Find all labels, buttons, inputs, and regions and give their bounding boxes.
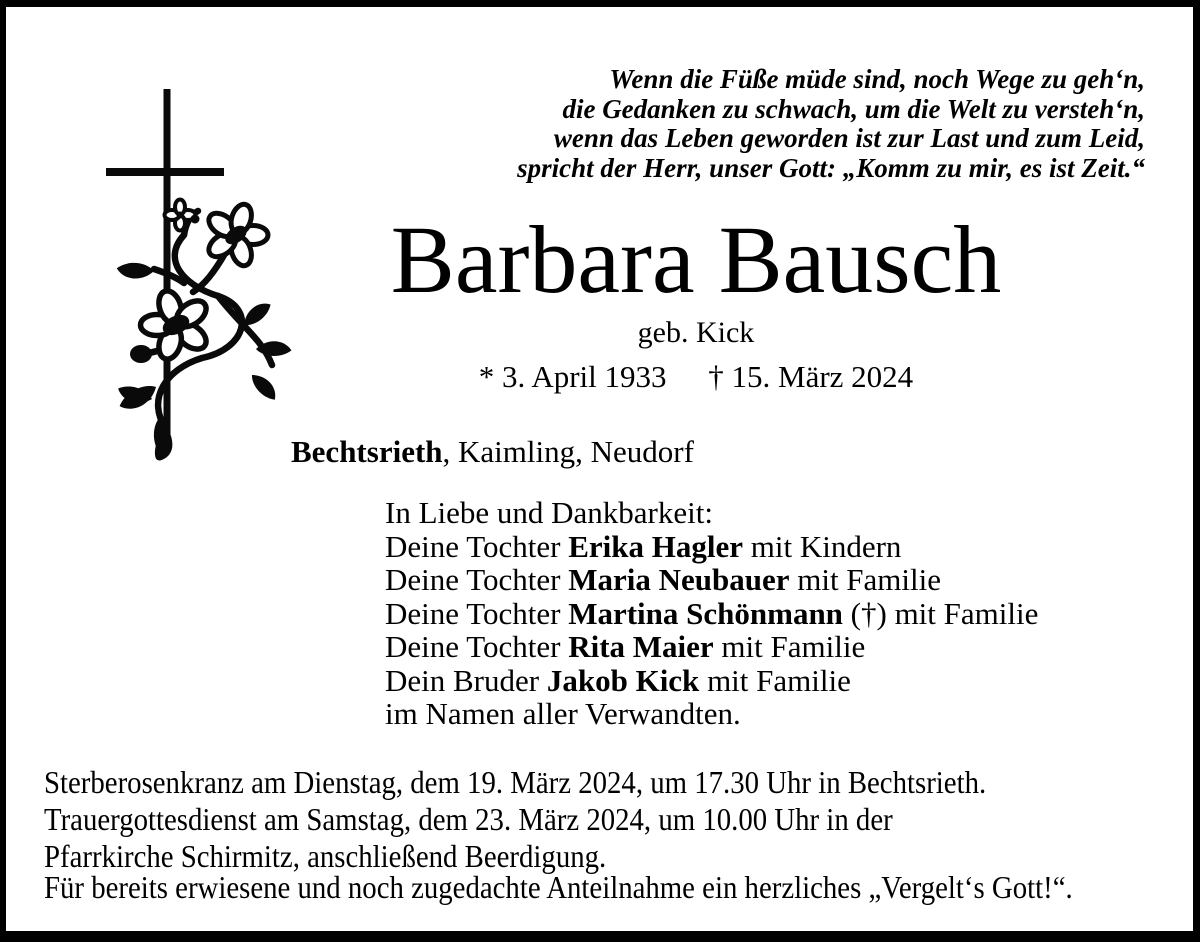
mourner-name: Martina Schönmann [568,595,843,631]
mourner-relation: Deine Tochter [385,595,569,631]
mourner-suffix: mit Familie [789,562,942,597]
service-line: Sterberosenkranz am Dienstag, dem 19. März 2024, um 17.30 Uhr in Bechtsrieth. [44,764,987,800]
mourners-intro: In Liebe und Dankbarkeit: [385,495,713,530]
verse-line: wenn das Leben geworden ist zur Last und zum Leid, [553,123,1145,153]
mourner-relation: Deine Tochter [385,562,569,597]
verse-line: Wenn die Füße müde sind, noch Wege zu geh‘n, [609,64,1145,94]
maiden-name: geb. Kick [637,316,755,349]
memorial-verse [517,65,1145,183]
mourner-name: Jakob Kick [546,662,700,698]
service-line: Trauergottesdienst am Samstag, dem 23. März 2024, um 10.00 Uhr in der [44,801,893,837]
thanks-line: Für bereits erwiesene und noch zugedachte Anteilnahme ein herzliches „Vergelt‘s Gott!“. [44,869,1073,905]
mourner-name: Maria Neubauer [568,562,790,597]
life-dates [336,359,1056,395]
mourner-suffix: mit Familie [713,629,866,664]
mourner-suffix: mit Familie [699,662,851,698]
mourner-line [385,664,1038,698]
places-secondary: , Kaimling, Neudorf [442,434,694,469]
mourner-relation: Deine Tochter [385,528,569,564]
cross-flowers-icon [94,87,329,472]
mourner-line [385,563,1038,597]
mourner-name: Erika Hagler [568,528,743,564]
mourner-suffix: (†) mit Familie [842,595,1039,631]
places-line [291,434,694,470]
service-line: Pfarrkirche Schirmitz, anschließend Beerdigung. [44,838,607,874]
verse-line: spricht der Herr, unser Gott: „Komm zu mir, es ist Zeit.“ [517,152,1145,183]
birth-date: * 3. April 1933 [478,359,667,394]
mourners-closing: im Namen aller Verwandten. [385,696,741,731]
mourners-list [385,496,1038,731]
deceased-name: Barbara Bausch [390,206,1002,313]
place-primary: Bechtsrieth [291,434,443,469]
death-date: † 15. März 2024 [708,359,914,394]
mourner-suffix: mit Kindern [742,528,902,564]
service-details [44,764,986,875]
mourner-line [385,630,1038,664]
mourner-name: Rita Maier [568,629,714,664]
mourner-relation: Dein Bruder [385,662,547,698]
verse-line: die Gedanken zu schwach, um die Welt zu versteh‘n, [562,93,1145,124]
mourner-relation: Deine Tochter [385,629,569,664]
mourner-line [385,597,1038,631]
mourner-line [385,530,1038,564]
